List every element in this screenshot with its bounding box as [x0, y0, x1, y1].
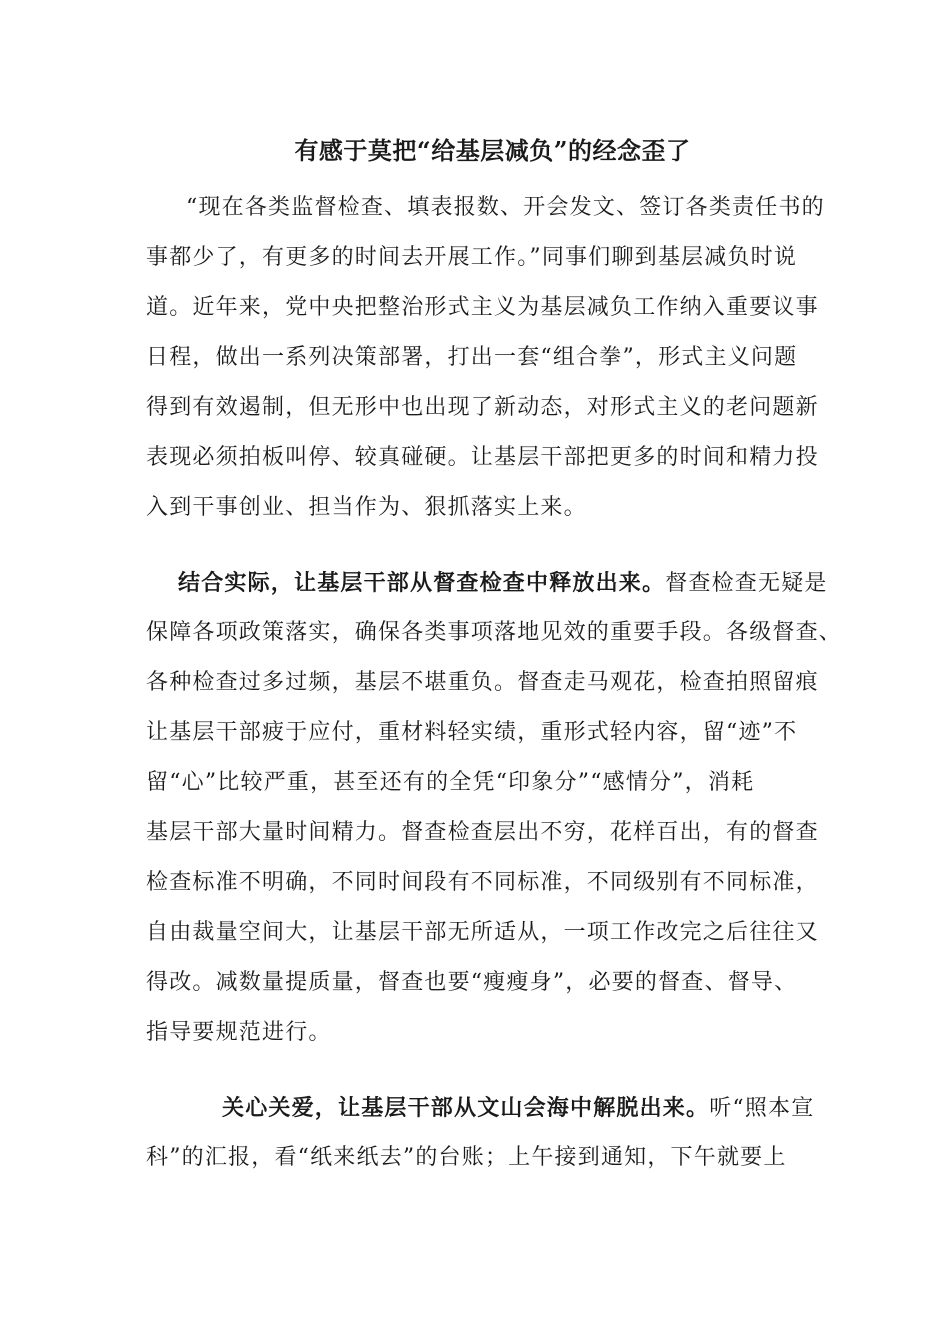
- paragraph-2-line-10: 指导要规范进行。: [146, 1020, 332, 1045]
- paragraph-3-first-line-text: 听“照本宣: [709, 1096, 815, 1121]
- paragraph-1-line-3: 道。近年来，党中央把整治形式主义为基层减负工作纳入重要议事: [146, 295, 819, 320]
- paragraph-3-line-2: 科”的汇报，看“纸来纸去”的台账；上午接到通知，下午就要上: [146, 1145, 787, 1170]
- paragraph-2-line-4: 让基层干部疲于应付，重材料轻实绩，重形式轻内容，留“迹”不: [146, 720, 798, 745]
- paragraph-2-first-line-text: 督查检查无疑是: [665, 571, 828, 596]
- paragraph-2-line-5: 留“心”比较严重，甚至还有的全凭“印象分”“感情分”，消耗: [146, 770, 755, 795]
- paragraph-2-line-2: 保障各项政策落实，确保各类事项落地见效的重要手段。各级督查、: [146, 620, 843, 645]
- paragraph-1-line-4: 日程，做出一系列决策部署，打出一套“组合拳”，形式主义问题: [146, 345, 798, 370]
- paragraph-2-line-1: [178, 563, 828, 603]
- document-title: 有感于莫把“给基层减负”的经念歪了: [294, 136, 691, 165]
- paragraph-1-line-1: “现在各类监督检查、填表报数、开会发文、签订各类责任书的: [186, 195, 825, 220]
- paragraph-3-heading: 关心关爱，让基层干部从文山会海中解脱出来。: [222, 1095, 710, 1121]
- paragraph-2-line-3: 各种检查过多过频，基层不堪重负。督查走马观花，检查拍照留痕: [146, 670, 819, 695]
- paragraph-1-line-7: 入到干事创业、担当作为、狠抓落实上来。: [146, 495, 587, 520]
- paragraph-1-line-5: 得到有效遏制，但无形中也出现了新动态，对形式主义的老问题新: [146, 395, 819, 420]
- paragraph-2-line-6: 基层干部大量时间精力。督查检查层出不穷，花样百出，有的督查: [146, 820, 819, 845]
- paragraph-1-line-2: 事都少了，有更多的时间去开展工作。”同事们聊到基层减负时说: [146, 245, 798, 270]
- paragraph-2-heading: 结合实际，让基层干部从督查检查中释放出来。: [178, 570, 666, 596]
- paragraph-2-line-8: 自由裁量空间大，让基层干部无所适从，一项工作改完之后往往又: [146, 920, 819, 945]
- paragraph-3-line-1: [222, 1088, 814, 1128]
- paragraph-1-line-6: 表现必须拍板叫停、较真碰硬。让基层干部把更多的时间和精力投: [146, 445, 819, 470]
- paragraph-2-line-7: 检查标准不明确，不同时间段有不同标准，不同级别有不同标准，: [146, 870, 819, 895]
- paragraph-2-line-9: 得改。减数量提质量，督查也要“瘦瘦身”，必要的督查、督导、: [146, 970, 798, 995]
